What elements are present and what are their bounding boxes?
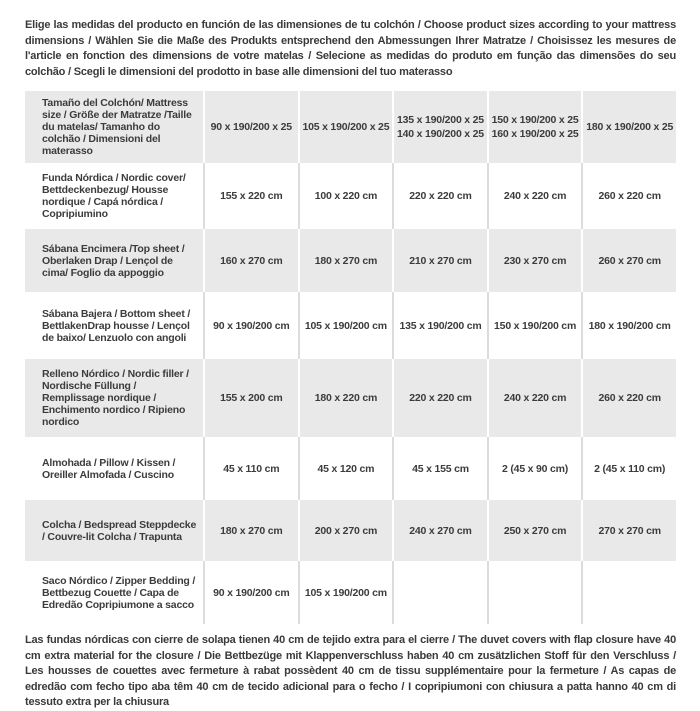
size-value-cell: [581, 437, 676, 500]
table-row: [25, 163, 676, 229]
size-value-line: 135 x 190/200 cm: [399, 319, 482, 332]
size-value-cell: [487, 229, 582, 292]
product-label-cell: Sábana Encimera /Top sheet / Oberlaken Drap / Lençol de cima/ Foglio da appoggio: [42, 242, 185, 279]
size-value-line: 2 (45 x 110 cm): [594, 462, 666, 475]
size-value-line: 210 x 270 cm: [409, 254, 472, 267]
size-value-cell: [487, 91, 582, 163]
footer-note: Las fundas nórdicas con cierre de solapa tienen 40 cm de tejido extra para el cierre / The duvet covers with flap closure have 40 cm extra material for the closure / Die Bettbezüge mit Klappenverschluss haben 40 cm zusätzlichen Stoff für den Verschluss / Les housses de couettes avec fermeture à rabat possèdent 40 cm de tissu supplémentaire pour la fermeture / As capas de edredão com fecho tipo aba têm 40 cm de tecido adicional para o fecho / I copripiumoni con chiusura a patta hanno 40 cm di tessuto extra per la chiusura: [25, 634, 676, 708]
size-value-cell: [581, 91, 676, 163]
size-value-line: 180 x 190/200 cm: [588, 319, 671, 332]
size-value-cell: [298, 359, 393, 437]
table-row: [25, 500, 676, 561]
size-value-cell: [392, 229, 487, 292]
size-value-cell: [392, 91, 487, 163]
size-value-line: 160 x 190/200 x 25: [491, 128, 579, 140]
size-value-cell: [203, 359, 298, 437]
size-value-line: 90 x 190/200 cm: [213, 586, 290, 599]
size-value-cell: [392, 292, 487, 359]
size-value-cell: [298, 229, 393, 292]
size-value-line: 2 (45 x 90 cm): [502, 462, 569, 475]
size-value-cell: [487, 359, 582, 437]
size-guide-table: [25, 91, 676, 624]
table-row: [25, 292, 676, 359]
size-value-cell: [581, 229, 676, 292]
size-value-cell: [203, 500, 298, 561]
size-value-cell: [581, 163, 676, 229]
size-value-line: 200 x 270 cm: [314, 524, 378, 537]
size-value-line: 180 x 220 cm: [314, 392, 378, 404]
size-value-cell: [298, 500, 393, 561]
size-value-cell: [487, 500, 582, 561]
size-value-cell: [298, 292, 393, 359]
size-value-line: 180 x 270 cm: [220, 524, 283, 537]
size-value-line: 240 x 220 cm: [503, 392, 567, 404]
size-value-cell: [392, 437, 487, 500]
table-row: [25, 561, 676, 624]
table-row: [25, 359, 676, 437]
size-value-cell: [203, 437, 298, 500]
size-value-cell: [203, 561, 298, 624]
size-value-line: 260 x 270 cm: [598, 254, 661, 267]
product-label-cell: Sábana Bajera / Bottom sheet / BettlakenDrap housse / Lençol de baixo/ Lenzuolo con angoli: [42, 307, 191, 344]
intro-paragraph: Elige las medidas del producto en función de las dimensiones de tu colchón / Choose product sizes according to your mattress dimensions / Wählen Sie die Maße des Produkts entsprechend den Abmessungen Ihrer Matratze / Choisissez les mesures de l'article en fonction des dimensions de votre matelas / Selecione as medidas do produto em função das dimensões do seu colchão / Scegli le dimensioni del prodotto in base alle dimensioni del tuo materasso: [25, 19, 676, 78]
size-value-line: 270 x 270 cm: [598, 524, 661, 537]
size-value-line: 220 x 220 cm: [409, 392, 472, 404]
size-value-cell: [298, 163, 393, 229]
size-value-cell: [487, 437, 582, 500]
size-value-line: 155 x 220 cm: [220, 190, 283, 202]
size-value-line: 230 x 270 cm: [503, 254, 567, 267]
size-value-line: 220 x 220 cm: [409, 190, 472, 202]
table-row: [25, 437, 676, 500]
size-value-cell: [298, 561, 393, 624]
size-value-line: 45 x 120 cm: [317, 462, 375, 475]
product-label-cell: Tamaño del Colchón/ Mattress size / Größe der Matratze /Taille du matelas/ Tamanho do colchão / Dimensioni del materasso: [42, 97, 192, 157]
size-value-cell: [581, 500, 676, 561]
size-value-line: 100 x 220 cm: [314, 190, 378, 202]
size-value-cell: [392, 561, 487, 624]
product-label-cell: Colcha / Bedspread Steppdecke / Couvre-lit Colcha / Trapunta: [42, 518, 197, 543]
size-value-cell: [487, 292, 582, 359]
size-value-line: 180 x 190/200 x 25: [586, 121, 674, 133]
size-value-line: 260 x 220 cm: [598, 392, 661, 404]
size-value-cell: [298, 91, 393, 163]
size-value-line: 240 x 220 cm: [503, 190, 567, 202]
size-value-cell: [487, 561, 582, 624]
size-value-line: 105 x 190/200 cm: [304, 319, 387, 332]
size-value-cell: [203, 229, 298, 292]
size-value-line: 135 x 190/200 x 25: [397, 114, 484, 126]
size-value-line: 180 x 270 cm: [314, 254, 378, 267]
size-value-line: 150 x 190/200 cm: [494, 319, 577, 332]
table-row: [25, 91, 676, 163]
size-value-line: 240 x 270 cm: [409, 524, 472, 537]
product-label-cell: Saco Nórdico / Zipper Bedding / Bettbezug Couette / Capa de Edredão Copripiumone a sacco: [42, 574, 196, 611]
size-value-line: 260 x 220 cm: [598, 190, 661, 202]
size-value-line: 105 x 190/200 x 25: [302, 121, 390, 133]
size-value-cell: [392, 500, 487, 561]
size-value-line: 90 x 190/200 cm: [213, 319, 290, 332]
size-value-cell: [203, 292, 298, 359]
table-row: [25, 229, 676, 292]
size-value-cell: [487, 163, 582, 229]
size-value-line: 160 x 270 cm: [220, 254, 283, 267]
size-value-line: 45 x 155 cm: [412, 462, 469, 475]
product-label-cell: Funda Nórdica / Nordic cover/ Bettdeckenbezug/ Housse nordique / Capá nórdica / Copripiumino: [42, 172, 186, 220]
size-value-line: 90 x 190/200 x 25: [210, 121, 292, 133]
size-value-cell: [581, 359, 676, 437]
size-value-line: 155 x 200 cm: [220, 392, 283, 404]
size-value-line: 105 x 190/200 cm: [304, 586, 387, 599]
size-value-cell: [298, 437, 393, 500]
size-value-cell: [203, 91, 298, 163]
size-value-cell: [581, 561, 676, 624]
size-value-line: 140 x 190/200 x 25: [397, 128, 484, 140]
size-value-cell: [203, 163, 298, 229]
size-value-line: 250 x 270 cm: [503, 524, 567, 537]
size-value-line: 150 x 190/200 x 25: [491, 114, 579, 126]
size-value-cell: [392, 163, 487, 229]
size-value-line: 45 x 110 cm: [223, 462, 280, 475]
size-value-cell: [581, 292, 676, 359]
size-value-cell: [392, 359, 487, 437]
product-label-cell: Relleno Nórdico / Nordic filler / Nordische Füllung / Remplissage nordique / Enchimento nordico / Ripieno nordico: [42, 368, 189, 428]
product-label-cell: Almohada / Pillow / Kissen / Oreiller Almofada / Cuscino: [42, 456, 176, 481]
